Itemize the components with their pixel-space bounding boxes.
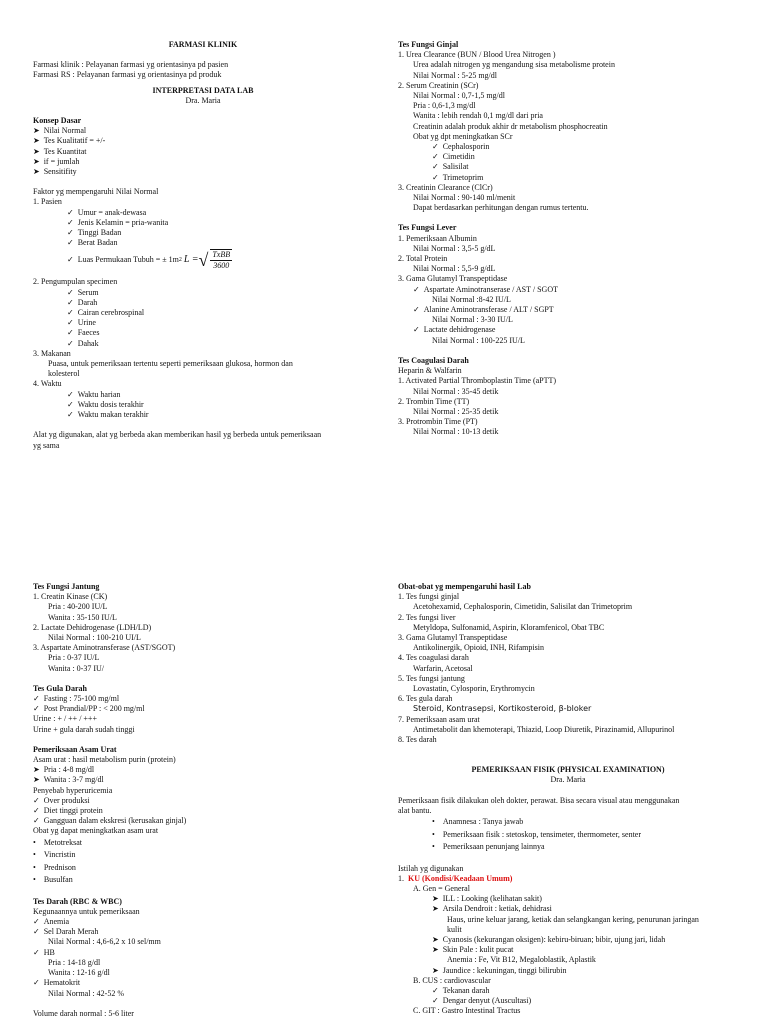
bullet-icon: • <box>33 837 44 847</box>
text-line: 1. Creatin Kinase (CK) <box>33 592 108 602</box>
list-item: 3. Makanan <box>33 348 71 358</box>
text-line: Nilai Normal : 5-25 mg/dl <box>413 70 497 80</box>
text-line: 6. Tes gula darah <box>398 694 453 704</box>
list-item: ➤ Cyanosis (kekurangan oksigen): kebiru-biruan; bibir, ujung jari, lidah <box>432 934 666 944</box>
text-line: 3. Gama Glutamyl Transpeptidase <box>398 633 508 643</box>
check-item: ✓ Tekanan darah <box>432 986 490 995</box>
arrow-icon: ➤ <box>33 146 44 156</box>
text-line: Alat yg digunakan, alat yg berbeda akan memberikan hasil yg berbeda untuk pemeriksaan <box>33 430 322 440</box>
definition-line: Farmasi klinik : Pelayanan farmasi yg orientasinya pd pasien <box>33 60 229 70</box>
sqrt-icon: √ <box>198 250 209 271</box>
text-line: Pria : 0-37 IU/L <box>48 653 100 663</box>
text-line: yg sama <box>33 440 60 450</box>
text-line: Pria : 40-200 IU/L <box>48 602 108 612</box>
koag-title: Tes Coagulasi Darah <box>398 355 469 365</box>
text-line: Obat yg dpt meningkatkan SCr <box>413 131 513 141</box>
text-line: Nilai Normal : 3-30 IU/L <box>432 315 513 325</box>
text-line: Metyldopa, Sulfonamid, Aspirin, Kloramfenicol, Obat TBC <box>413 622 605 632</box>
arrow-icon: ➤ <box>33 765 44 775</box>
check-item: ✓ Waktu dosis terakhir <box>67 399 144 409</box>
check-item: ✓ Cephalosporin <box>432 142 490 152</box>
faktor-title: Faktor yg mempengaruhi Nilai Normal <box>33 187 159 197</box>
text-line: Obat yg dapat meningkatkan asam urat <box>33 826 159 836</box>
check-item: ✓ Faeces <box>67 328 100 338</box>
check-item: ✓ Darah <box>67 297 98 307</box>
text-line: Nilai Normal : 0,7-1,5 mg/dl <box>413 91 505 101</box>
list-item: ➤ Arsila Dendroit : ketiak, dehidrasi <box>432 904 552 914</box>
text-line: C. GIT : Gastro Intestinal Tractus <box>413 1006 521 1016</box>
text-line: Puasa, untuk pemeriksaan tertentu seperti pemeriksaan glukosa, hormon dan <box>48 359 293 369</box>
text-line: 4. Tes coagulasi darah <box>398 653 469 663</box>
check-item: ✓ Cairan cerebrospinal <box>67 308 145 318</box>
text-line: Pria : 0,6-1,3 mg/dl <box>413 101 476 111</box>
darah-title: Tes Darah (RBC & WBC) <box>33 896 122 906</box>
arrow-icon: ➤ <box>432 965 443 975</box>
text-line: Pemeriksaan fisik dilakukan oleh dokter, perawat. Bisa secara visual atau menggunakan <box>398 795 680 805</box>
text-line: 8. Tes darah <box>398 735 437 745</box>
list-item: ➤ Tes Kualitatif = +/- <box>33 136 106 146</box>
arrow-icon: ➤ <box>432 945 443 955</box>
text-line: Lovastatin, Cylosporin, Erythromycin <box>413 684 535 694</box>
text-line: Nilai Normal :8-42 IU/L <box>432 294 511 304</box>
text-line: A. Gen = General <box>413 883 470 893</box>
text-line: Pria : 14-18 g/dl <box>48 957 101 967</box>
check-item: ✓ Dengar denyut (Auscultasi) <box>432 996 532 1006</box>
text-line: alat bantu. <box>398 805 432 815</box>
text-line: Acetohexamid, Cephalosporin, Cimetidin, Salisilat dan Trimetoprim <box>413 602 633 612</box>
text-line: Nilai Normal : 5,5-9 g/dL <box>413 264 496 274</box>
urat-title: Pemeriksaan Asam Urat <box>33 744 117 754</box>
obat-title: Obat-obat yg mempengaruhi hasil Lab <box>398 582 531 591</box>
check-icon: ✓ <box>67 217 78 227</box>
check-item: ✓ Trimetoprim <box>432 172 484 182</box>
check-item: ✓ Waktu harian <box>67 389 121 399</box>
text-line: Dapat berdasarkan perhitungan dengan rumus tertentu. <box>413 203 589 213</box>
list-item: ➤ Tes Kuantitat <box>33 146 87 156</box>
section-heading: PEMERIKSAAN FISIK (PHYSICAL EXAMINATION) <box>471 765 665 775</box>
text-line: Antimetabolit dan khemoterapi, Thiazid, Loop Diuretik, Pirazinamid, Allupurinol <box>413 724 675 734</box>
bullet-item: • Pemeriksaan fisik : stetoskop, tensimeter, thermometer, senter <box>432 829 642 839</box>
text-line: Nilai Normal : 4,6-6,2 x 10 sel/mm <box>48 937 161 947</box>
bullet-icon: • <box>33 850 44 860</box>
text-line: Istilah yg digunakan <box>398 863 464 873</box>
text-line: 2. Total Protein <box>398 254 448 264</box>
arrow-icon: ➤ <box>33 775 44 785</box>
text-line: 3. Protrombin Time (PT) <box>398 417 478 427</box>
text-line: Wanita : 0-37 IU/ <box>48 663 105 673</box>
text-line: 2. Serum Creatinin (SCr) <box>398 80 479 90</box>
text-line: Nilai Normal : 10-13 detik <box>413 427 499 437</box>
check-item: ✓ Gangguan dalam ekskresi (kerusakan ginjal) <box>33 816 187 826</box>
bullet-item: • Metotreksat <box>33 837 83 847</box>
author: Dra. Maria <box>550 775 586 785</box>
check-item: ✓ Diet tinggi protein <box>33 806 103 816</box>
list-item: ➤ Skin Pale : kulit pucat <box>432 945 514 955</box>
definition-line: Farmasi RS : Pelayanan farmasi yg orientasinya pd produk <box>33 70 222 80</box>
text-line: Urine + gula darah sudah tinggi <box>33 724 135 734</box>
bullet-icon: • <box>432 817 443 827</box>
bullet-item: • Anamnesa : Tanya jawab <box>432 817 524 827</box>
bullet-icon: • <box>33 875 44 885</box>
check-item: ✓ Fasting : 75-100 mg/ml <box>33 694 120 704</box>
text-line: Volume darah normal : 5-6 liter <box>33 1008 134 1018</box>
list-item: ➤ Pria : 4-8 mg/dl <box>33 765 95 775</box>
text-line: Wanita : lebih rendah 0,1 mg/dl dari pria <box>413 111 543 121</box>
check-icon: ✓ <box>67 228 78 238</box>
list-item: ➤ Nilai Normal <box>33 126 87 136</box>
text-line: Steroid, Kontrasepsi, Kortikosteroid, β-bloker <box>413 704 592 714</box>
text-line: Penyebab hyperuricemia <box>33 785 113 795</box>
text-line: Nilai Normal : 3,5-5 g/dL <box>413 243 496 253</box>
text-line: 2. Tes fungsi liver <box>398 612 456 622</box>
text-line: Wanita : 35-150 IU/L <box>48 612 117 622</box>
text-line: 5. Tes fungsi jantung <box>398 673 465 683</box>
text-line: Asam urat : hasil metabolism purin (protein) <box>33 755 176 765</box>
arrow-icon: ➤ <box>33 136 44 146</box>
ku-heading: 1. KU (Kondisi/Keadaan Umum) <box>398 873 513 883</box>
arrow-icon: ➤ <box>33 156 44 166</box>
check-item: ✓ HB <box>33 947 55 957</box>
check-item: ✓ Waktu makan terakhir <box>67 410 149 420</box>
ginjal-title: Tes Fungsi Ginjal <box>398 40 459 49</box>
arrow-icon: ➤ <box>33 126 44 136</box>
check-icon: ✓ <box>67 255 78 265</box>
check-item: ✓ Sel Darah Merah <box>33 927 99 937</box>
text-line: Nilai Normal : 42-52 % <box>48 988 124 998</box>
check-item: ✓ Cimetidin <box>432 152 475 162</box>
bullet-item: • Prednison <box>33 862 76 872</box>
text-line: kolesterol <box>48 369 80 379</box>
list-item: ➤ Jaundice : kekuningan, tinggi bilirubin <box>432 965 567 975</box>
text-line: Nilai Normal : 100-210 UI/L <box>48 633 141 643</box>
gula-title: Tes Gula Darah <box>33 683 87 693</box>
check-item: ✓ Alanine Aminotransferase / ALT / SGPT <box>413 305 554 315</box>
bullet-item: • Busulfan <box>33 875 73 885</box>
text-line: kulit <box>447 924 462 934</box>
check-item: ✓ Urine <box>67 318 96 328</box>
column-bottom-right <box>398 582 738 1017</box>
text-line: Nilai Normal : 100-225 IU/L <box>432 335 525 345</box>
column-bottom-left <box>33 582 373 1019</box>
check-item: ✓ Serum <box>67 287 99 297</box>
formula-row: ✓ Luas Permukaan Tubuh = ± 1m 2 L = √ $\frac{\text{TxBB}}{3600}$ <box>67 250 231 271</box>
list-item: ➤ ILL : Looking (kelihatan sakit) <box>432 894 542 904</box>
check-item: ✓ Jenis Kelamin = pria-wanita <box>67 217 169 227</box>
text-line: Nilai Normal : 25-35 detik <box>413 406 499 416</box>
check-item: ✓ Berat Badan <box>67 238 118 248</box>
konsep-title: Konsep Dasar <box>33 116 82 126</box>
text-line: Urea adalah nitrogen yg mengandung sisa metabolisme protein <box>413 60 615 70</box>
author: Dra. Maria <box>185 95 221 105</box>
text-line: 1. Tes fungsi ginjal <box>398 592 460 602</box>
bullet-item: • Pemeriksaan penunjang lainnya <box>432 842 545 852</box>
check-item: ✓ Umur = anak-dewasa <box>67 207 147 217</box>
bullet-icon: • <box>432 829 443 839</box>
check-item: ✓ Dahak <box>67 338 99 348</box>
list-item: 4. Waktu <box>33 379 62 389</box>
check-item: ✓ Tinggi Badan <box>67 228 122 238</box>
check-item: ✓ Aspartate Aminotranserase / AST / SGOT <box>413 284 558 294</box>
section-heading: INTERPRETASI DATA LAB <box>152 85 254 95</box>
text-line: 2. Trombin Time (TT) <box>398 396 470 406</box>
text-line: Nilai Normal : 35-45 detik <box>413 386 499 396</box>
lever-title: Tes Fungsi Lever <box>398 223 457 233</box>
check-icon: ✓ <box>67 238 78 248</box>
text-line: 1. Activated Partial Thromboplastin Time (aPTT) <box>398 376 557 386</box>
text-line: B. CUS : cardiovascular <box>413 975 491 985</box>
bullet-icon: • <box>33 862 44 872</box>
text-line: 3. Gama Glutamyl Transpeptidase <box>398 274 508 284</box>
column-top-left <box>33 40 373 451</box>
text-line: Haus, urine keluar jarang, ketiak dan selangkangan kering, penurunan jaringan <box>447 914 699 924</box>
doc-title: FARMASI KLINIK <box>168 40 238 49</box>
check-icon: ✓ <box>67 207 78 217</box>
list-item: ➤ Wanita : 3-7 mg/dl <box>33 775 104 785</box>
arrow-icon: ➤ <box>432 934 443 944</box>
bullet-item: • Vincristin <box>33 850 76 860</box>
text-line: 3. Creatinin Clearance (ClCr) <box>398 182 493 192</box>
text-line: Urine : + / ++ / +++ <box>33 714 97 724</box>
text-line: 2. Lactate Dehidrogenase (LDH/LD) <box>33 622 152 632</box>
text-line: Warfarin, Acetosal <box>413 663 473 673</box>
formula-fraction: $\frac{\text{TxBB}}{3600}$ <box>212 250 231 271</box>
check-item: ✓ Hematokrit <box>33 978 81 988</box>
list-item: ➤ Sensitifity <box>33 167 77 177</box>
text-line: Creatinin adalah produk akhir dr metabolism phosphocreatin <box>413 121 608 131</box>
text-line: 1. Urea Clearance (BUN / Blood Urea Nitrogen ) <box>398 50 556 60</box>
column-top-right <box>398 40 738 438</box>
text-line: Antikolinergik, Opioid, INH, Rifampisin <box>413 643 544 653</box>
arrow-icon: ➤ <box>432 894 443 904</box>
check-item: ✓ Over produksi <box>33 795 90 805</box>
text-line: 3. Aspartate Aminotransferase (AST/SGOT) <box>33 643 176 653</box>
check-item: ✓ Lactate dehidrogenase <box>413 325 496 335</box>
text-line: Heparin & Walfarin <box>398 366 462 376</box>
check-item: ✓ Post Prandial/PP : < 200 mg/ml <box>33 704 145 714</box>
check-item: ✓ Anemia <box>33 917 70 927</box>
text-line: Wanita : 12-16 g/dl <box>48 968 110 978</box>
text-line: 1. Pemeriksaan Albumin <box>398 233 477 243</box>
list-item: ➤ if = jumlah <box>33 156 80 166</box>
bullet-icon: • <box>432 842 443 852</box>
jantung-title: Tes Fungsi Jantung <box>33 582 100 591</box>
text-line: Kegunaannya untuk pemeriksaan <box>33 906 140 916</box>
text-line: Anemia : Fe, Vit B12, Megaloblastik, Aplastik <box>447 955 596 965</box>
text-line: Nilai Normal : 90-140 ml/menit <box>413 193 516 203</box>
arrow-icon: ➤ <box>33 167 44 177</box>
arrow-icon: ➤ <box>432 904 443 914</box>
list-item: 2. Pengumpulan specimen <box>33 277 118 287</box>
list-item: 1. Pasien <box>33 197 62 207</box>
text-line: 7. Pemeriksaan asam urat <box>398 714 480 724</box>
check-item: ✓ Salisilat <box>432 162 469 172</box>
